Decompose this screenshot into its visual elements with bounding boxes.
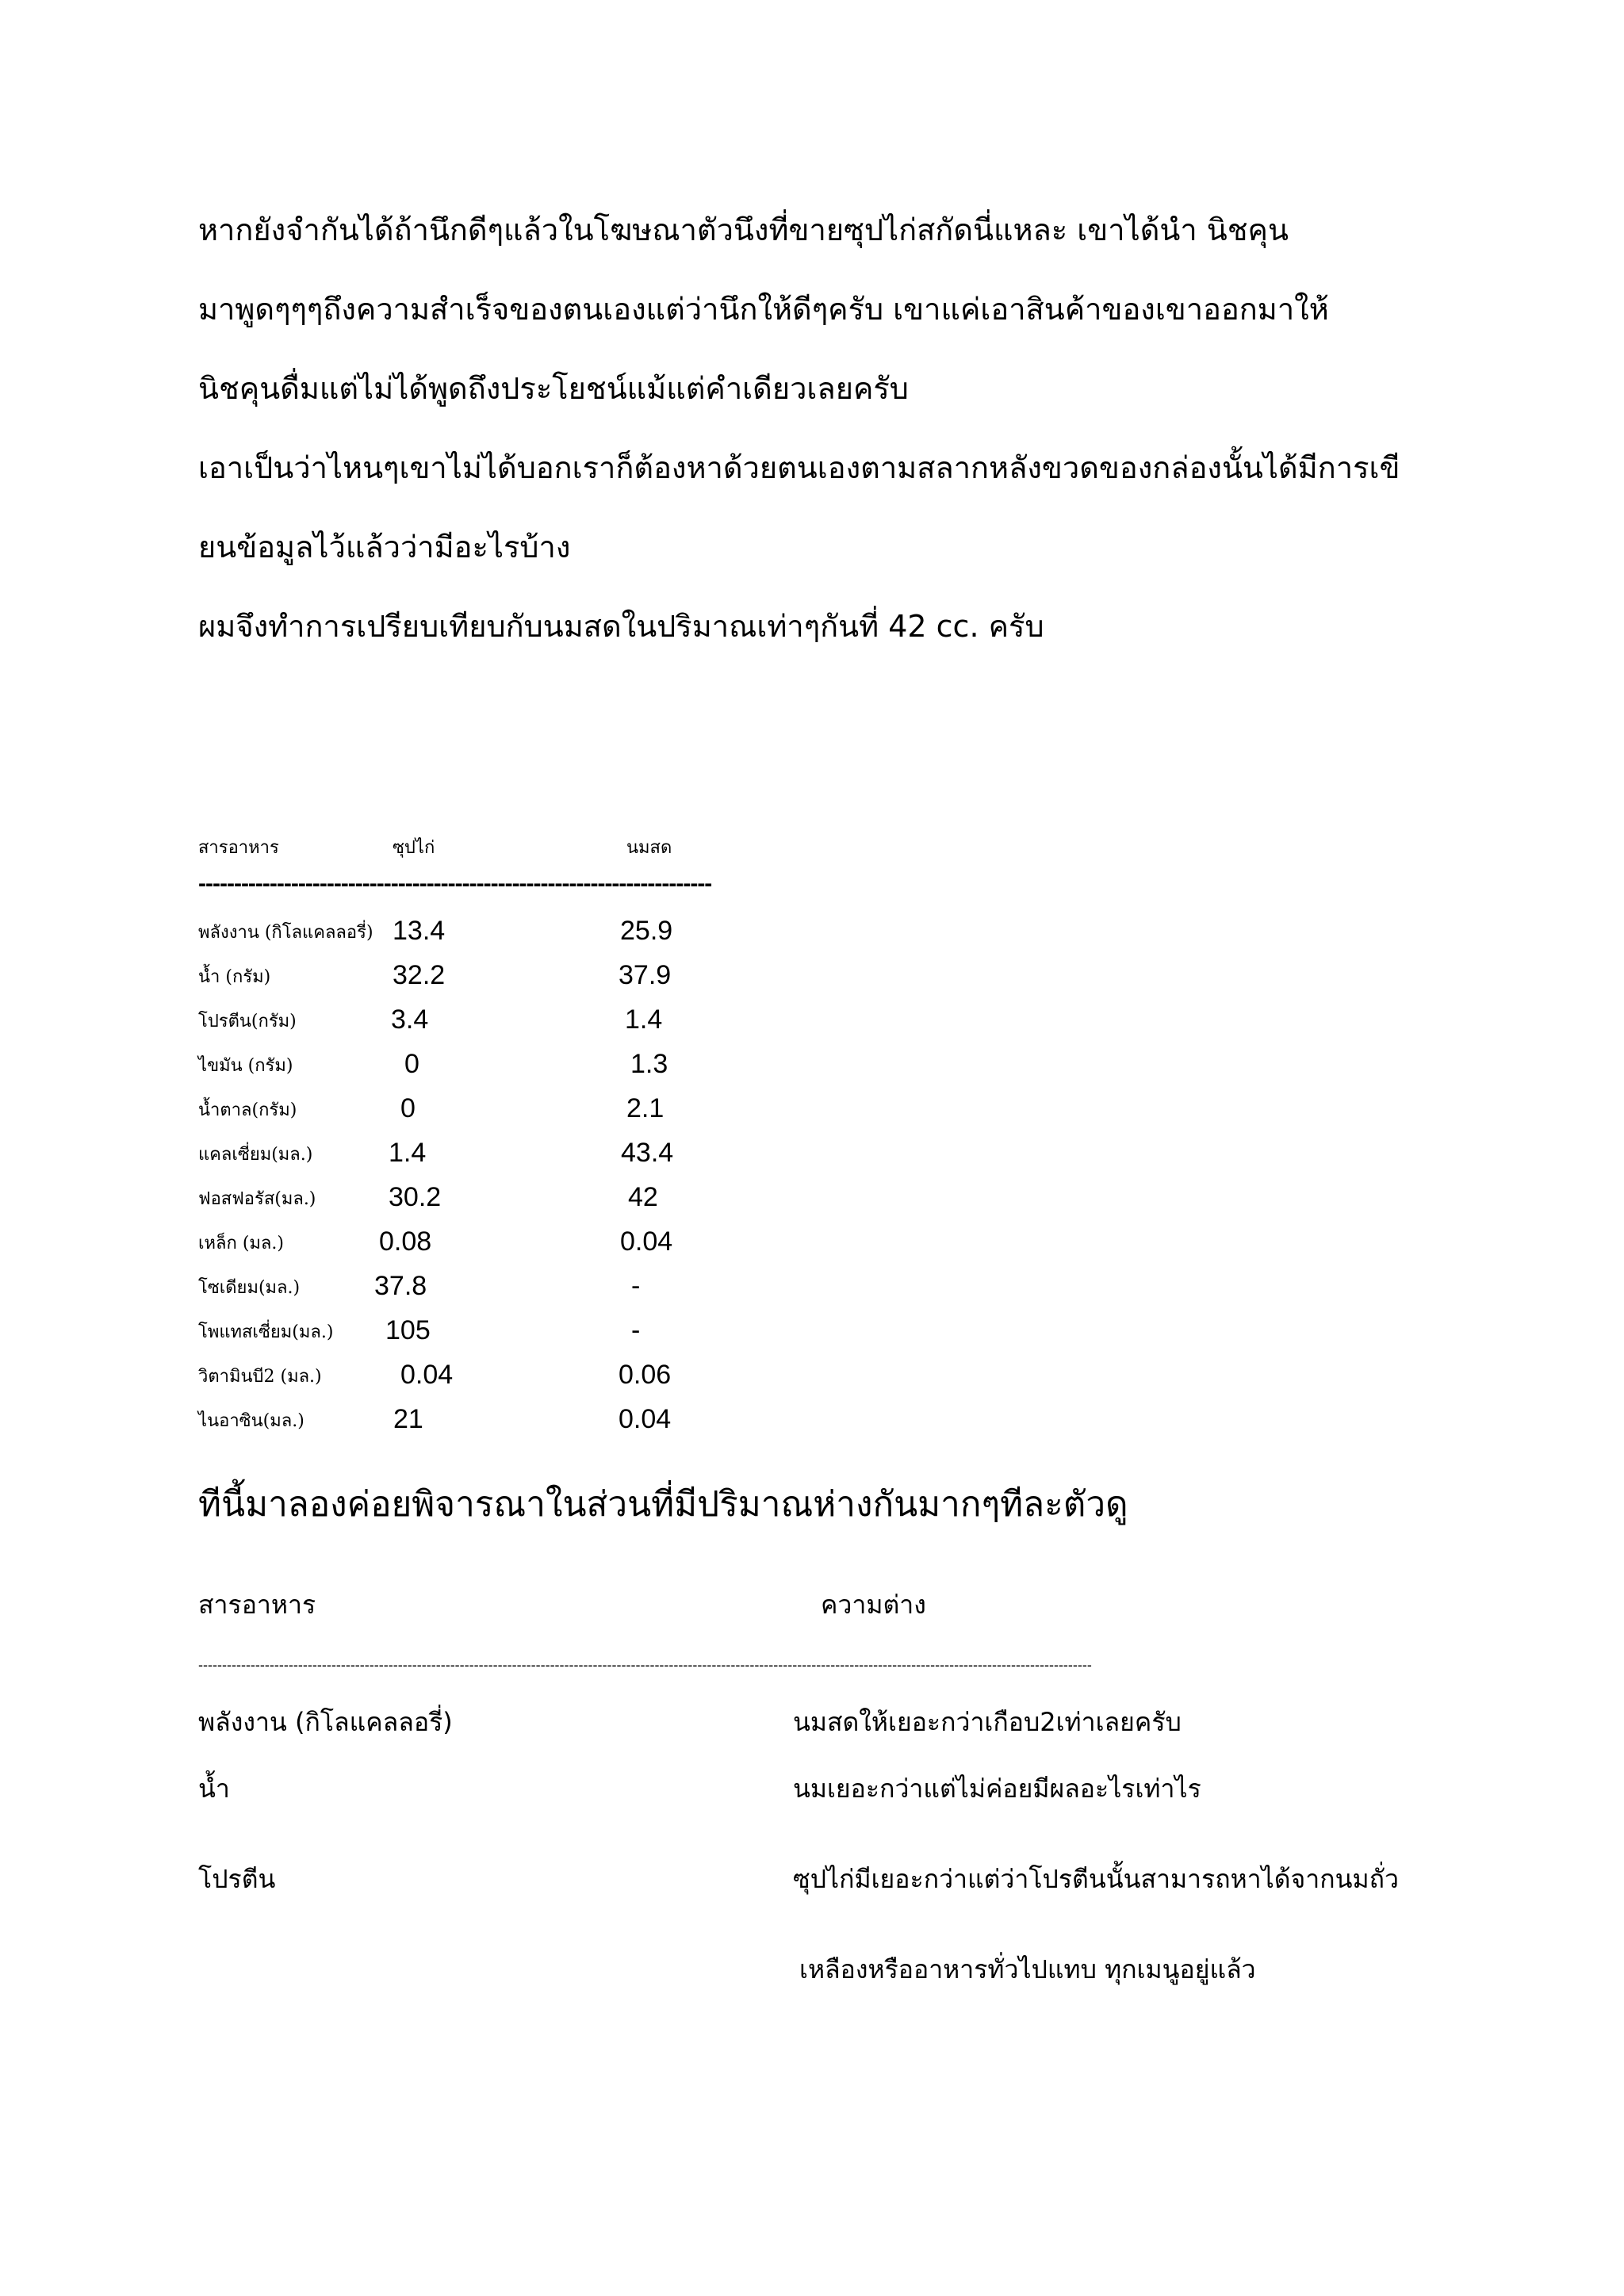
table1-row-chicken: 0	[400, 1093, 416, 1123]
table1-row-chicken: 30.2	[389, 1182, 442, 1212]
table1-header-chicken: ซุปไก่	[393, 838, 435, 858]
table1-row-chicken: 0	[404, 1049, 419, 1079]
table1-row-name: วิตามินบี2 (มล.)	[198, 1367, 322, 1387]
intro-line-1: หากยังจำกันได้ถ้านึกดีๆแล้วในโฆษณาตัวนึงที่ขายซุปไก่สกัดนี่แหละ เขาได้นำ นิชคุน	[198, 212, 1289, 247]
table2-header-diff: ความต่าง	[821, 1590, 926, 1620]
table1-row-name: ไนอาซิน(มล.)	[198, 1411, 304, 1431]
intro-line-6: ผมจึงทำการเปรียบเทียบกับนมสดในปริมาณเท่าๆกันที่ 42 cc. ครับ	[198, 609, 1044, 644]
intro-line-2: มาพูดๆๆๆถึงความสำเร็จของตนเองแต่ว่านึกให้ดีๆครับ เขาแค่เอาสินค้าของเขาออกมาให้	[198, 292, 1329, 327]
table1-row-milk: -	[631, 1315, 641, 1345]
table1-row-milk: 43.4	[621, 1138, 674, 1168]
table1-header-nutrient: สารอาหาร	[198, 838, 279, 858]
table1-divider: ------------------------------------------------------------------------	[198, 871, 712, 897]
table1-row-chicken: 3.4	[391, 1004, 429, 1035]
table1-row-milk: 37.9	[619, 960, 672, 990]
section-heading: ทีนี้มาลองค่อยพิจารณาในส่วนที่มีปริมาณห่างกันมากๆทีละตัวดู	[198, 1484, 1128, 1525]
table2-row-diff: เหลืองหรืออาหารทั่วไปแทบ ทุกเมนูอยู่แล้ว	[799, 1954, 1256, 1984]
table1-row-chicken: 37.8	[374, 1271, 427, 1301]
table1-row-name: โพแทสเซี่ยม(มล.)	[198, 1322, 334, 1342]
table1-row-chicken: 13.4	[393, 916, 446, 946]
table1-row-chicken: 0.04	[400, 1360, 454, 1390]
table1-row-milk: 0.04	[620, 1226, 673, 1257]
table1-row-milk: 1.3	[630, 1049, 668, 1079]
table1-row-chicken: 1.4	[389, 1138, 427, 1168]
table1-row-chicken: 32.2	[393, 960, 446, 990]
table1-row-milk: 1.4	[625, 1004, 663, 1035]
table2-divider: --------------------------------------------------------------------------------------------------------------------------------------------------------------------------------------------	[198, 1657, 1092, 1673]
intro-line-5: ยนข้อมูลไว้แล้วว่ามีอะไรบ้าง	[198, 530, 571, 564]
table2-header-nutrient: สารอาหาร	[198, 1590, 316, 1620]
table1-row-name: น้ำตาล(กรัม)	[198, 1100, 297, 1120]
table1-row-chicken: 105	[385, 1315, 431, 1345]
table1-row-milk: 2.1	[626, 1093, 665, 1123]
table1-row-chicken: 0.08	[379, 1226, 432, 1257]
table1-row-name: ไขมัน (กรัม)	[198, 1056, 293, 1076]
table2-row-name: พลังงาน (กิโลแคลลอรี่)	[198, 1707, 453, 1737]
table1-row-chicken: 21	[393, 1404, 423, 1434]
table2-row-name: น้ำ	[198, 1774, 230, 1804]
table2-row-diff: นมเยอะกว่าแต่ไม่ค่อยมีผลอะไรเท่าไร	[793, 1774, 1201, 1804]
intro-line-4: เอาเป็นว่าไหนๆเขาไม่ได้บอกเราก็ต้องหาด้วยตนเองตามสลากหลังขวดของกล่องนั้นได้มีการเขี	[198, 450, 1400, 485]
table1-row-name: เหล็ก (มล.)	[198, 1234, 284, 1253]
table1-row-milk: -	[631, 1271, 641, 1301]
table1-header-milk: นมสด	[626, 838, 672, 858]
table1-row-name: พลังงาน (กิโลแคลลอรี่)	[198, 923, 373, 943]
table2-row-diff: นมสดให้เยอะกว่าเกือบ2เท่าเลยครับ	[793, 1707, 1182, 1737]
table1-row-name: ฟอสฟอรัส(มล.)	[198, 1189, 316, 1209]
intro-line-3: นิชคุนดื่มแต่ไม่ได้พูดถึงประโยชน์แม้แต่คำเดียวเลยครับ	[198, 371, 909, 406]
table2-row-diff: ซุปไก่มีเยอะกว่าแต่ว่าโปรตีนนั้นสามารถหาได้จากนมถั่ว	[793, 1864, 1399, 1894]
table1-row-milk: 42	[628, 1182, 658, 1212]
table1-row-name: น้ำ (กรัม)	[198, 967, 271, 987]
table1-row-milk: 25.9	[620, 916, 673, 946]
table1-row-name: แคลเซี่ยม(มล.)	[198, 1145, 313, 1165]
table1-row-name: โปรตีน(กรัม)	[198, 1012, 297, 1031]
table1-row-milk: 0.06	[619, 1360, 672, 1390]
table1-row-name: โซเดียม(มล.)	[198, 1278, 301, 1298]
table1-row-milk: 0.04	[619, 1404, 672, 1434]
table2-row-name: โปรตีน	[198, 1864, 276, 1894]
